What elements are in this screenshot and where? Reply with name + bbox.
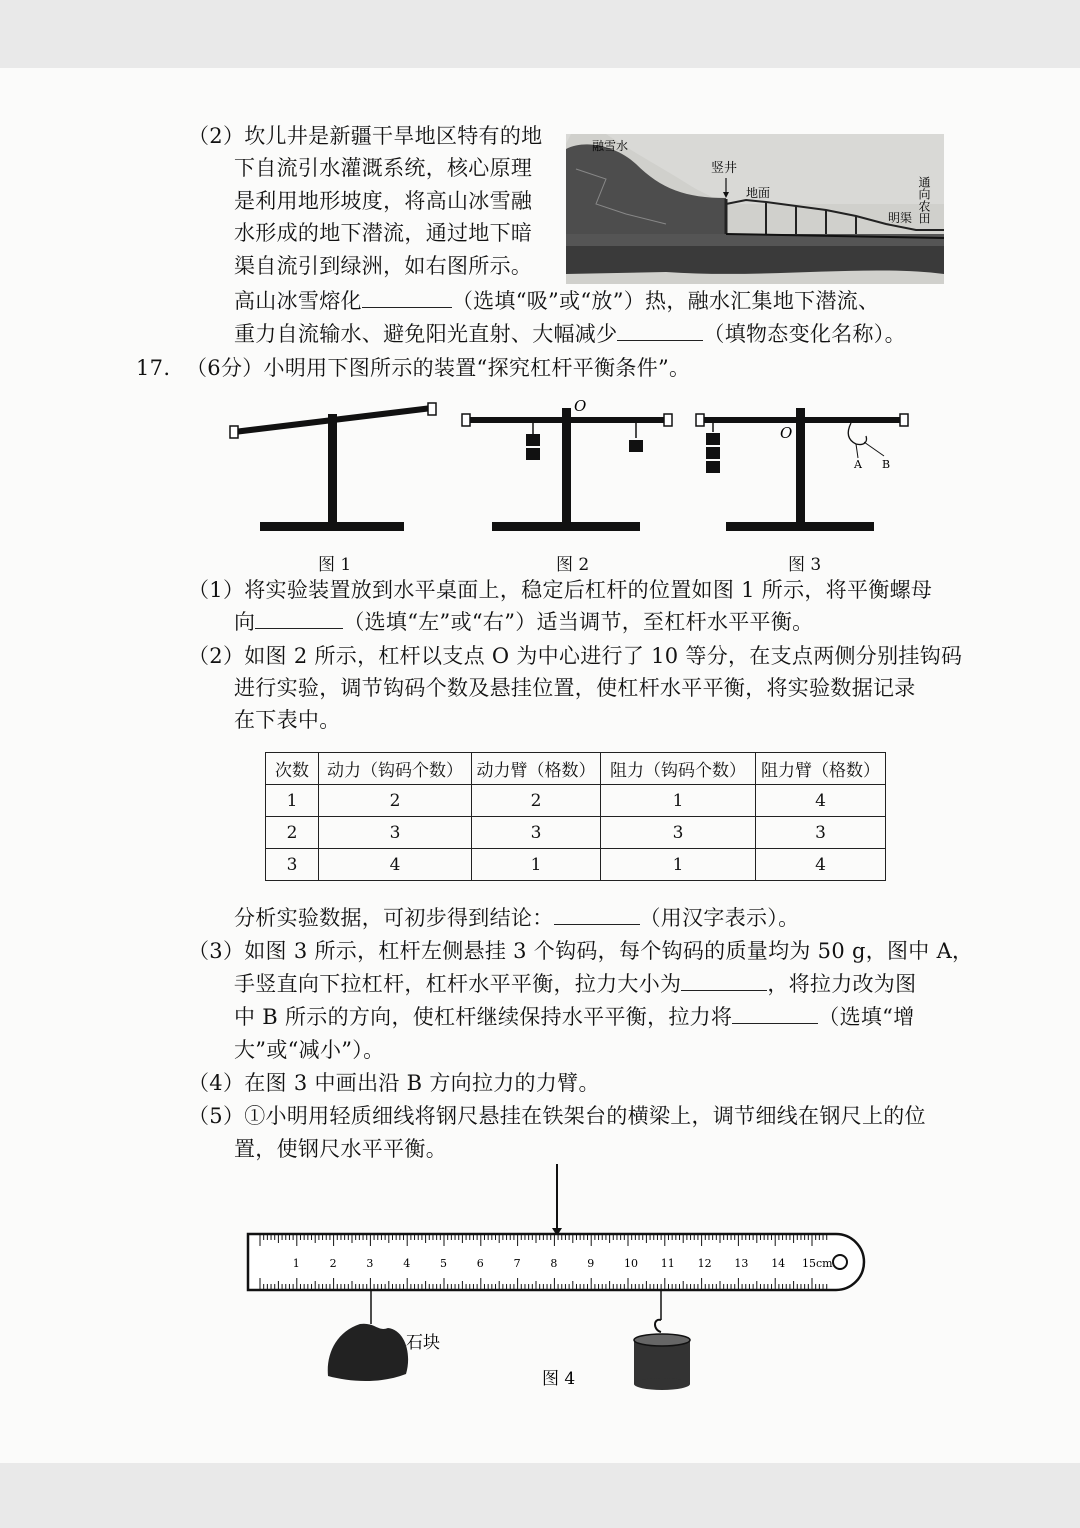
q16-fill2-post: （填物态变化名称）。 <box>703 322 906 346</box>
answer-blank-1[interactable] <box>362 287 452 308</box>
table-cell: 2 <box>266 817 319 849</box>
karez-figure <box>566 134 944 284</box>
fig1-caption: 图 1 <box>318 555 352 575</box>
pivot-label-o: O <box>574 397 587 415</box>
force-label-b: B <box>882 458 891 471</box>
table-row <box>266 785 886 817</box>
hook-weight <box>706 447 720 459</box>
label-snow-water: 融雪水 <box>592 139 629 153</box>
q16-fill-line-1 <box>234 285 879 317</box>
table-header-cell: 动力（钩码个数） <box>319 753 472 785</box>
q16-fill1-pre: 高山冰雪熔化 <box>234 289 362 313</box>
q17-p2-line-3: 在下表中。 <box>234 708 341 732</box>
q16-line-4: 水形成的地下潜流，通过地下暗 <box>234 221 533 245</box>
p3-line3-post: （选填“增 <box>818 1005 915 1029</box>
table-cell: 1 <box>601 785 756 817</box>
q16-fill2-pre: 重力自流输水、避免阳光直射、大幅减少 <box>234 322 618 346</box>
p3-line3-pre: 中 B 所示的方向，使杠杆继续保持水平平衡，拉力将 <box>234 1005 733 1029</box>
table-header-cell: 次数 <box>266 753 319 785</box>
ruler-number: 14 <box>771 1257 786 1270</box>
answer-blank-3[interactable] <box>255 608 343 629</box>
label-vertical-well: 竖井 <box>711 161 738 176</box>
ruler-number: 1 <box>292 1257 300 1270</box>
ruler-number: 4 <box>403 1257 411 1270</box>
lever-figure-3 <box>696 398 908 538</box>
answer-blank-6[interactable] <box>732 1003 818 1024</box>
hook-weight <box>526 448 540 460</box>
table-row <box>266 817 886 849</box>
ruler-number: 15cm <box>802 1257 833 1270</box>
q17-p1-line-1: （1）将实验装置放到水平桌面上，稳定后杠杆的位置如图 1 所示，将平衡螺母 <box>188 578 933 602</box>
q17-p4: （4）在图 3 中画出沿 B 方向拉力的力臂。 <box>188 1071 600 1095</box>
hand-icon <box>848 423 866 445</box>
table-cell: 3 <box>601 817 756 849</box>
table-cell: 4 <box>756 785 886 817</box>
stone-label: 石块 <box>406 1333 440 1353</box>
table-cell: 4 <box>319 849 472 881</box>
table-cell: 3 <box>266 849 319 881</box>
fig3-caption: 图 3 <box>788 555 822 575</box>
q17-p5-line-1: （5）①小明用轻质细线将钢尺悬挂在铁架台的横梁上，调节细线在钢尺上的位 <box>188 1104 926 1128</box>
q17-p3-line-3 <box>234 1001 915 1033</box>
table-header-cell: 阻力臂（格数） <box>756 753 886 785</box>
q17-p2-line-1: （2）如图 2 所示，杠杆以支点 O 为中心进行了 10 等分，在支点两侧分别挂钩码 <box>188 644 963 668</box>
force-label-a: A <box>854 458 862 471</box>
stone-block <box>328 1324 408 1381</box>
answer-blank-5[interactable] <box>681 970 767 991</box>
stand-pole <box>328 414 337 524</box>
hook-weight <box>526 434 540 446</box>
lever-figure-1 <box>228 400 438 540</box>
q17-p3-line-1: （3）如图 3 所示，杠杆左侧悬挂 3 个钩码，每个钩码的质量均为 50 g，图中 A， <box>188 939 974 963</box>
fig4-caption: 图 4 <box>542 1369 576 1389</box>
answer-blank-4[interactable] <box>554 904 640 925</box>
q16-line-2: 下自流引水灌溉系统，核心原理 <box>234 156 533 180</box>
q17-p1-pre: 向 <box>234 610 256 634</box>
label-ground: 地面 <box>746 186 771 200</box>
q16-line-5: 渠自流引到绿洲，如右图所示。 <box>234 254 533 278</box>
ruler-number: 6 <box>476 1257 484 1270</box>
ruler-number: 9 <box>587 1257 595 1270</box>
table-cell: 3 <box>472 817 601 849</box>
ruler-number: 11 <box>660 1257 675 1270</box>
q17-p1-line-2 <box>234 606 813 638</box>
conclusion-post: （用汉字表示）。 <box>639 906 800 930</box>
q17-stem: （6分）小明用下图所示的装置“探究杠杆平衡条件”。 <box>186 356 691 380</box>
label-to-farmland: 通向农田 <box>917 176 931 224</box>
fig2-caption: 图 2 <box>556 555 590 575</box>
q17-number: 17. <box>136 356 171 380</box>
table-cell: 4 <box>756 849 886 881</box>
q17-p2-line-2: 进行实验，调节钩码个数及悬挂位置，使杠杆水平平衡，将实验数据记录 <box>234 676 916 700</box>
table-cell: 3 <box>756 817 886 849</box>
ruler-number: 12 <box>697 1257 712 1270</box>
ruler-number: 7 <box>513 1257 521 1270</box>
hook-weight <box>706 433 720 445</box>
ruler-number: 2 <box>329 1257 337 1270</box>
hook-weight <box>629 440 643 452</box>
ruler-number: 3 <box>366 1257 374 1270</box>
table-cell: 1 <box>472 849 601 881</box>
q16-fill-line-2 <box>234 318 906 350</box>
pivot-label-o: O <box>780 424 793 442</box>
table-cell: 3 <box>319 817 472 849</box>
table-header-cell: 阻力（钩码个数） <box>601 753 756 785</box>
q16-line-1: （2）坎儿井是新疆干旱地区特有的地 <box>188 124 543 148</box>
table-row <box>266 849 886 881</box>
hook-weight <box>706 461 720 473</box>
table-cell: 1 <box>266 785 319 817</box>
q17-p3-line-4: 大”或“减小”）。 <box>234 1038 385 1062</box>
table-cell: 2 <box>319 785 472 817</box>
q17-conclusion <box>234 902 799 934</box>
q16-line-3: 是利用地形坡度，将高山冰雪融 <box>234 189 533 213</box>
table-cell: 2 <box>472 785 601 817</box>
answer-blank-2[interactable] <box>617 320 703 341</box>
hook-icon <box>655 1320 661 1332</box>
ruler-figure-4 <box>240 1164 870 1400</box>
table-header-row <box>266 753 886 785</box>
q17-p1-post: （选填“左”或“右”）适当调节，至杠杆水平平衡。 <box>343 610 814 634</box>
q17-p3-line-2 <box>234 968 916 1000</box>
experiment-data-table <box>265 752 886 881</box>
p3-line2-pre: 手竖直向下拉杠杆，杠杆水平平衡，拉力大小为 <box>234 972 682 996</box>
table-cell: 1 <box>601 849 756 881</box>
ruler-number: 13 <box>734 1257 749 1270</box>
label-open-canal: 明渠 <box>888 211 913 225</box>
stand-base <box>260 522 404 531</box>
lever-figure-2 <box>462 398 672 538</box>
ruler-number: 8 <box>550 1257 558 1270</box>
ruler-number: 5 <box>440 1257 447 1270</box>
ruler-number: 10 <box>624 1257 638 1270</box>
p3-line2-post: ，将拉力改为图 <box>767 972 917 996</box>
q16-fill1-post: （选填“吸”或“放”）热，融水汇集地下潜流、 <box>451 289 880 313</box>
table-header-cell: 动力臂（格数） <box>472 753 601 785</box>
conclusion-pre: 分析实验数据，可初步得到结论： <box>234 906 554 930</box>
q17-p5-line-2: 置，使钢尺水平平衡。 <box>234 1137 447 1161</box>
